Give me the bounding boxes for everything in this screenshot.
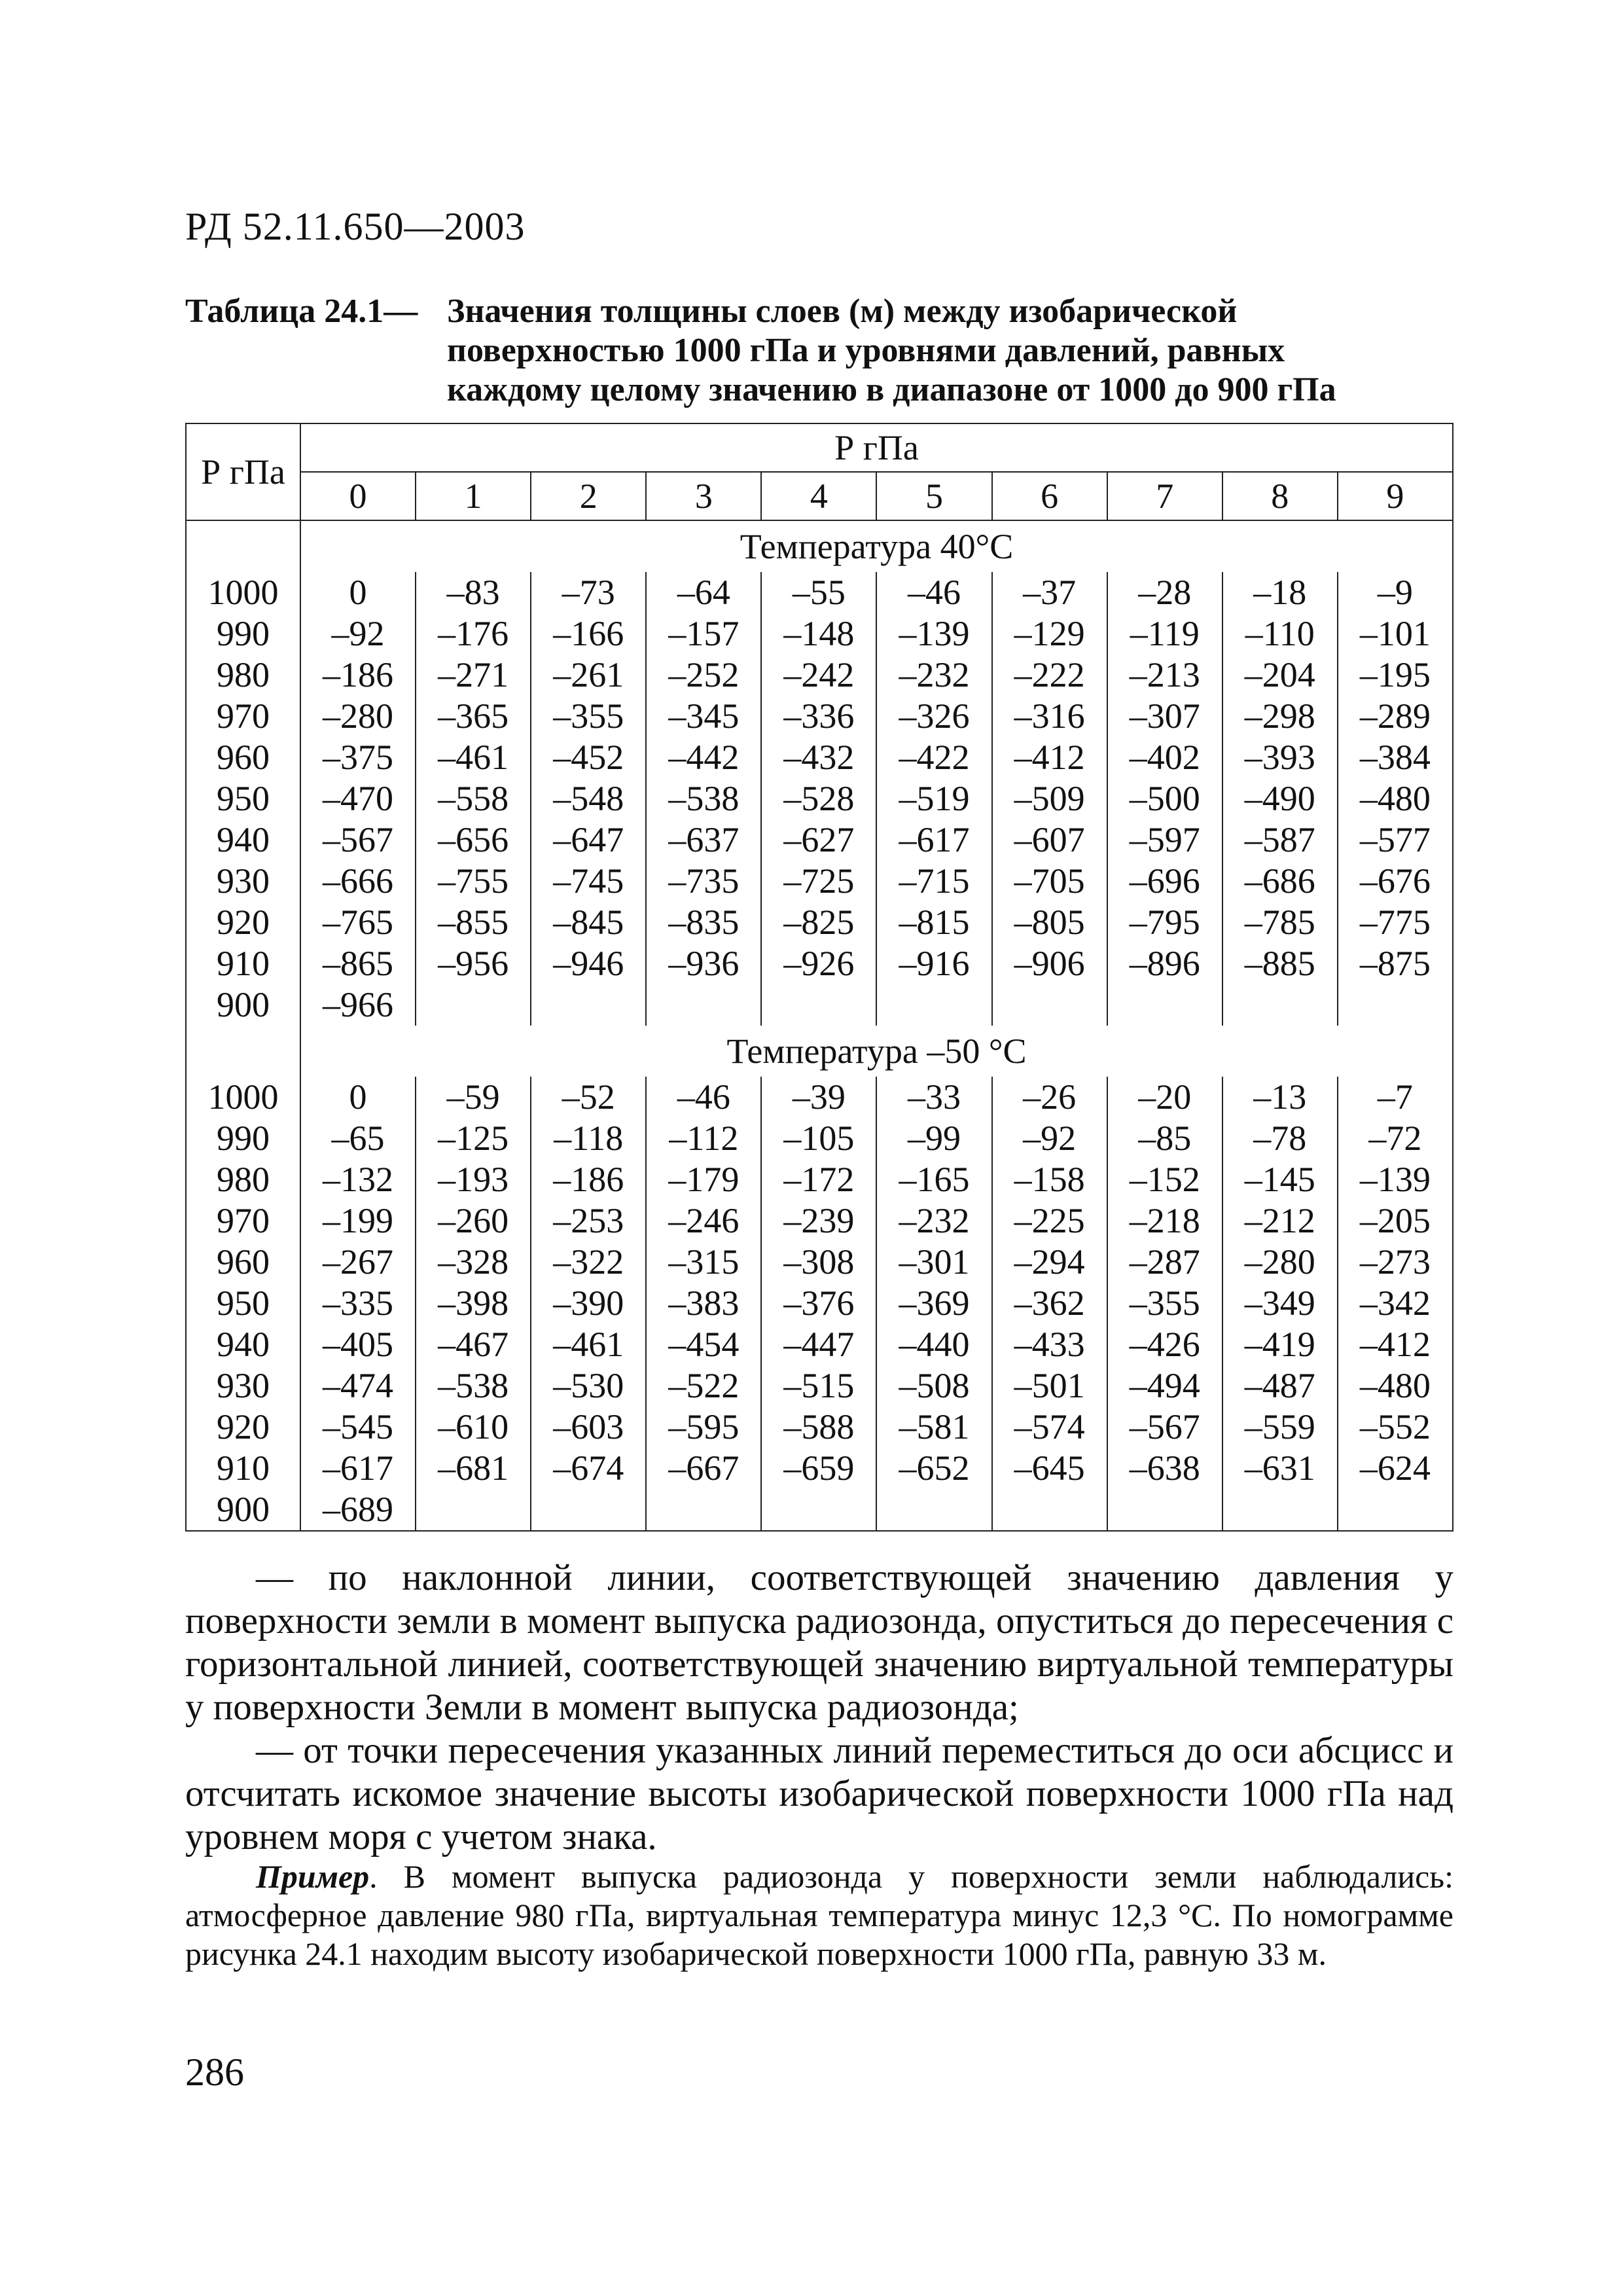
value-cell: –422	[876, 737, 991, 778]
value-cell: –574	[992, 1407, 1107, 1448]
row-header-pressure: Р гПа	[186, 423, 300, 520]
value-cell: –607	[992, 819, 1107, 861]
pressure-cell: 950	[186, 1283, 300, 1324]
value-cell: –676	[1338, 861, 1453, 902]
value-cell: –355	[531, 696, 646, 737]
pressure-cell: 990	[186, 1118, 300, 1159]
value-cell: –315	[646, 1242, 761, 1283]
value-cell: –65	[300, 1118, 416, 1159]
value-cell: –825	[761, 902, 876, 943]
section-header-row	[186, 520, 1453, 572]
value-cell: –232	[876, 655, 991, 696]
value-cell: –595	[646, 1407, 761, 1448]
value-cell: –260	[416, 1200, 531, 1242]
value-cell: –548	[531, 778, 646, 819]
value-cell: –705	[992, 861, 1107, 902]
value-cell: –165	[876, 1159, 991, 1200]
table-row	[186, 696, 1453, 737]
value-cell	[1338, 1489, 1453, 1531]
value-cell: –885	[1222, 943, 1338, 984]
value-cell: –559	[1222, 1407, 1338, 1448]
value-cell: –398	[416, 1283, 531, 1324]
value-cell: –390	[531, 1283, 646, 1324]
value-cell: –433	[992, 1324, 1107, 1365]
value-cell: –500	[1107, 778, 1222, 819]
value-cell: –855	[416, 902, 531, 943]
value-cell: –567	[1107, 1407, 1222, 1448]
value-cell: –393	[1222, 737, 1338, 778]
value-cell: –725	[761, 861, 876, 902]
value-cell: –384	[1338, 737, 1453, 778]
value-cell: –461	[416, 737, 531, 778]
page-number: 286	[185, 2051, 244, 2094]
value-cell: –46	[876, 572, 991, 613]
value-cell: –336	[761, 696, 876, 737]
value-cell: –906	[992, 943, 1107, 984]
value-cell: –419	[1222, 1324, 1338, 1365]
value-cell	[1338, 984, 1453, 1026]
value-cell: 0	[300, 1077, 416, 1118]
value-cell: –487	[1222, 1365, 1338, 1407]
value-cell: –376	[761, 1283, 876, 1324]
table-row	[186, 1365, 1453, 1407]
value-cell: –508	[876, 1365, 991, 1407]
value-cell: –490	[1222, 778, 1338, 819]
pressure-cell: 990	[186, 613, 300, 655]
value-cell: –125	[416, 1118, 531, 1159]
table-row	[186, 1407, 1453, 1448]
column-header: 7	[1107, 472, 1222, 520]
value-cell: –805	[992, 902, 1107, 943]
value-cell: –494	[1107, 1365, 1222, 1407]
table-row	[186, 984, 1453, 1026]
value-cell: –112	[646, 1118, 761, 1159]
column-header-row	[186, 472, 1453, 520]
value-cell	[992, 1489, 1107, 1531]
value-cell: –545	[300, 1407, 416, 1448]
column-header: 5	[876, 472, 991, 520]
pressure-cell: 980	[186, 1159, 300, 1200]
value-cell: –110	[1222, 613, 1338, 655]
value-cell: –261	[531, 655, 646, 696]
value-cell: –405	[300, 1324, 416, 1365]
value-cell: –55	[761, 572, 876, 613]
pressure-cell: 1000	[186, 572, 300, 613]
section-header-row	[186, 1026, 1453, 1077]
column-header: 9	[1338, 472, 1453, 520]
value-cell	[1222, 1489, 1338, 1531]
value-cell: –865	[300, 943, 416, 984]
value-cell: –280	[1222, 1242, 1338, 1283]
table-row	[186, 572, 1453, 613]
value-cell: –795	[1107, 902, 1222, 943]
column-header: 4	[761, 472, 876, 520]
value-cell: –765	[300, 902, 416, 943]
caption-line-3: каждому целому значению в диапазоне от 1000 до 900 гПа	[447, 371, 1336, 408]
value-cell: –375	[300, 737, 416, 778]
value-cell: –617	[300, 1448, 416, 1489]
value-cell	[531, 1489, 646, 1531]
value-cell: –301	[876, 1242, 991, 1283]
value-cell: –815	[876, 902, 991, 943]
value-cell: –298	[1222, 696, 1338, 737]
value-cell: –775	[1338, 902, 1453, 943]
value-cell: –132	[300, 1159, 416, 1200]
value-cell	[416, 1489, 531, 1531]
value-cell: –335	[300, 1283, 416, 1324]
value-cell	[531, 984, 646, 1026]
value-cell: –402	[1107, 737, 1222, 778]
value-cell: –735	[646, 861, 761, 902]
value-cell: –316	[992, 696, 1107, 737]
value-cell: –218	[1107, 1200, 1222, 1242]
value-cell: –26	[992, 1077, 1107, 1118]
value-cell: –52	[531, 1077, 646, 1118]
value-cell: –467	[416, 1324, 531, 1365]
value-cell: –647	[531, 819, 646, 861]
value-cell: –624	[1338, 1448, 1453, 1489]
value-cell: –617	[876, 819, 991, 861]
value-cell: –289	[1338, 696, 1453, 737]
value-cell: –139	[876, 613, 991, 655]
value-cell: –152	[1107, 1159, 1222, 1200]
value-cell: –59	[416, 1077, 531, 1118]
value-cell: –552	[1338, 1407, 1453, 1448]
value-cell: –519	[876, 778, 991, 819]
value-cell: –232	[876, 1200, 991, 1242]
value-cell: –577	[1338, 819, 1453, 861]
value-cell: –558	[416, 778, 531, 819]
pressure-cell: 910	[186, 1448, 300, 1489]
value-cell: –148	[761, 613, 876, 655]
value-cell: –412	[1338, 1324, 1453, 1365]
value-cell: –99	[876, 1118, 991, 1159]
value-cell: –674	[531, 1448, 646, 1489]
column-header: 2	[531, 472, 646, 520]
table-row	[186, 613, 1453, 655]
value-cell: –280	[300, 696, 416, 737]
value-cell: –432	[761, 737, 876, 778]
section-title: Температура 40°С	[300, 520, 1453, 572]
value-cell	[1222, 984, 1338, 1026]
value-cell: –39	[761, 1077, 876, 1118]
table-row	[186, 1159, 1453, 1200]
value-cell: –785	[1222, 902, 1338, 943]
value-cell: –242	[761, 655, 876, 696]
value-cell: –204	[1222, 655, 1338, 696]
value-cell: –326	[876, 696, 991, 737]
value-cell: –588	[761, 1407, 876, 1448]
value-cell: –176	[416, 613, 531, 655]
value-cell: –205	[1338, 1200, 1453, 1242]
value-cell: –166	[531, 613, 646, 655]
value-cell: –474	[300, 1365, 416, 1407]
value-cell	[646, 984, 761, 1026]
value-cell: –581	[876, 1407, 991, 1448]
column-header: 6	[992, 472, 1107, 520]
table-row	[186, 1118, 1453, 1159]
value-cell: –253	[531, 1200, 646, 1242]
value-cell: –13	[1222, 1077, 1338, 1118]
table-row	[186, 861, 1453, 902]
value-cell	[992, 984, 1107, 1026]
value-cell: –461	[531, 1324, 646, 1365]
value-cell: –875	[1338, 943, 1453, 984]
value-cell: –587	[1222, 819, 1338, 861]
value-cell	[1107, 984, 1222, 1026]
value-cell: –369	[876, 1283, 991, 1324]
value-cell: –637	[646, 819, 761, 861]
value-cell: –440	[876, 1324, 991, 1365]
value-cell: –225	[992, 1200, 1107, 1242]
pressure-cell: 910	[186, 943, 300, 984]
value-cell: 0	[300, 572, 416, 613]
value-cell: –452	[531, 737, 646, 778]
table-row	[186, 1242, 1453, 1283]
value-cell: –426	[1107, 1324, 1222, 1365]
value-cell: –522	[646, 1365, 761, 1407]
value-cell: –567	[300, 819, 416, 861]
value-cell: –627	[761, 819, 876, 861]
value-cell: –745	[531, 861, 646, 902]
caption-line-2: поверхностью 1000 гПа и уровнями давлений, равных	[447, 332, 1285, 369]
table-row	[186, 1077, 1453, 1118]
pressure-cell: 920	[186, 902, 300, 943]
pressure-cell: 1000	[186, 1077, 300, 1118]
layer-thickness-table	[185, 423, 1454, 1532]
value-cell: –308	[761, 1242, 876, 1283]
table-row	[186, 819, 1453, 861]
value-cell	[646, 1489, 761, 1531]
value-cell: –383	[646, 1283, 761, 1324]
example-text: . В момент выпуска радиозонда у поверхности земли наблюдались: атмосферное давление 980 гПа, виртуальная температура минус 12,3 °С. По номограмме рисунка 24.1 находим высоту изобарической поверхности 1000 гПа, равную 33 м.	[185, 1858, 1454, 1972]
value-cell: –603	[531, 1407, 646, 1448]
pressure-cell: 900	[186, 1489, 300, 1531]
value-cell: –273	[1338, 1242, 1453, 1283]
value-cell: –18	[1222, 572, 1338, 613]
value-cell: –349	[1222, 1283, 1338, 1324]
value-cell: –966	[300, 984, 416, 1026]
value-cell: –638	[1107, 1448, 1222, 1489]
column-header: 1	[416, 472, 531, 520]
value-cell: –365	[416, 696, 531, 737]
value-cell: –145	[1222, 1159, 1338, 1200]
value-cell: –696	[1107, 861, 1222, 902]
value-cell: –946	[531, 943, 646, 984]
value-cell: –193	[416, 1159, 531, 1200]
value-cell: –83	[416, 572, 531, 613]
value-cell: –631	[1222, 1448, 1338, 1489]
value-cell: –328	[416, 1242, 531, 1283]
value-cell: –355	[1107, 1283, 1222, 1324]
value-cell: –538	[416, 1365, 531, 1407]
pressure-cell: 940	[186, 1324, 300, 1365]
value-cell: –119	[1107, 613, 1222, 655]
value-cell: –199	[300, 1200, 416, 1242]
value-cell: –212	[1222, 1200, 1338, 1242]
value-cell: –447	[761, 1324, 876, 1365]
value-cell: –105	[761, 1118, 876, 1159]
pressure-cell: 960	[186, 1242, 300, 1283]
document-code: РД 52.11.650—2003	[185, 205, 526, 248]
table-row	[186, 943, 1453, 984]
pressure-cell: 980	[186, 655, 300, 696]
value-cell: –118	[531, 1118, 646, 1159]
value-cell: –480	[1338, 1365, 1453, 1407]
pressure-cell: 970	[186, 696, 300, 737]
value-cell	[416, 984, 531, 1026]
pressure-cell: 930	[186, 1365, 300, 1407]
value-cell: –509	[992, 778, 1107, 819]
example-paragraph	[185, 1857, 1454, 1973]
value-cell: –666	[300, 861, 416, 902]
value-cell: –294	[992, 1242, 1107, 1283]
table-row	[186, 1448, 1453, 1489]
table-row	[186, 1283, 1453, 1324]
value-cell: –322	[531, 1242, 646, 1283]
value-cell: –936	[646, 943, 761, 984]
value-cell: –530	[531, 1365, 646, 1407]
value-cell: –28	[1107, 572, 1222, 613]
value-cell: –896	[1107, 943, 1222, 984]
value-cell: –85	[1107, 1118, 1222, 1159]
value-cell: –307	[1107, 696, 1222, 737]
value-cell	[1107, 1489, 1222, 1531]
value-cell: –916	[876, 943, 991, 984]
value-cell: –239	[761, 1200, 876, 1242]
value-cell: –78	[1222, 1118, 1338, 1159]
value-cell: –667	[646, 1448, 761, 1489]
column-header: 8	[1222, 472, 1338, 520]
value-cell: –46	[646, 1077, 761, 1118]
table-caption	[185, 292, 1455, 410]
value-cell: –681	[416, 1448, 531, 1489]
value-cell: –9	[1338, 572, 1453, 613]
value-cell: –92	[992, 1118, 1107, 1159]
value-cell: –252	[646, 655, 761, 696]
pressure-cell: 940	[186, 819, 300, 861]
value-cell: –715	[876, 861, 991, 902]
body-text	[185, 1556, 1454, 1859]
caption-label: Таблица 24.1—	[185, 293, 418, 330]
value-cell: –20	[1107, 1077, 1222, 1118]
table-body	[186, 520, 1453, 1531]
value-cell: –454	[646, 1324, 761, 1365]
value-cell: –129	[992, 613, 1107, 655]
value-cell: –186	[300, 655, 416, 696]
value-cell: –246	[646, 1200, 761, 1242]
section-title: Температура –50 °С	[300, 1026, 1453, 1077]
value-cell: –755	[416, 861, 531, 902]
value-cell: –73	[531, 572, 646, 613]
pressure-cell: 920	[186, 1407, 300, 1448]
value-cell: –186	[531, 1159, 646, 1200]
value-cell	[876, 1489, 991, 1531]
value-cell: –362	[992, 1283, 1107, 1324]
value-cell: –72	[1338, 1118, 1453, 1159]
value-cell: –64	[646, 572, 761, 613]
table-row	[186, 778, 1453, 819]
value-cell: –538	[646, 778, 761, 819]
value-cell: –195	[1338, 655, 1453, 696]
value-cell: –139	[1338, 1159, 1453, 1200]
caption-line-1: Таблица 24.1— Значения толщины слоев (м) между изобарической	[185, 293, 1238, 330]
table-row	[186, 902, 1453, 943]
value-cell: –287	[1107, 1242, 1222, 1283]
value-cell: –92	[300, 613, 416, 655]
pressure-cell: 970	[186, 1200, 300, 1242]
table-row	[186, 1200, 1453, 1242]
value-cell: –501	[992, 1365, 1107, 1407]
pressure-cell: 950	[186, 778, 300, 819]
value-cell: –926	[761, 943, 876, 984]
value-cell: –271	[416, 655, 531, 696]
value-cell: –645	[992, 1448, 1107, 1489]
value-cell: –267	[300, 1242, 416, 1283]
value-cell: –470	[300, 778, 416, 819]
value-cell: –515	[761, 1365, 876, 1407]
table-row	[186, 1489, 1453, 1531]
value-cell: –528	[761, 778, 876, 819]
value-cell: –213	[1107, 655, 1222, 696]
value-cell	[876, 984, 991, 1026]
value-cell: –345	[646, 696, 761, 737]
column-header: 3	[646, 472, 761, 520]
value-cell: –101	[1338, 613, 1453, 655]
column-header: 0	[300, 472, 416, 520]
value-cell: –480	[1338, 778, 1453, 819]
value-cell: –689	[300, 1489, 416, 1531]
example-label: Пример	[256, 1858, 370, 1895]
value-cell: –33	[876, 1077, 991, 1118]
value-cell: –656	[416, 819, 531, 861]
value-cell: –442	[646, 737, 761, 778]
column-group-header-pressure: Р гПа	[300, 423, 1453, 472]
value-cell: –37	[992, 572, 1107, 613]
value-cell: –222	[992, 655, 1107, 696]
table-row	[186, 655, 1453, 696]
value-cell: –7	[1338, 1077, 1453, 1118]
value-cell: –157	[646, 613, 761, 655]
value-cell	[761, 984, 876, 1026]
value-cell: –956	[416, 943, 531, 984]
value-cell	[761, 1489, 876, 1531]
body-paragraph-1: — по наклонной линии, соответствующей значению давления у поверхности земли в момент выпуска радиозонда, опуститься до пересечения с горизонтальной линией, соответствующей значению виртуальной температуры у поверхности Земли в момент выпуска радиозонда;	[185, 1557, 1454, 1728]
value-cell: –845	[531, 902, 646, 943]
section-row-spacer	[186, 520, 300, 572]
table-row	[186, 737, 1453, 778]
value-cell: –652	[876, 1448, 991, 1489]
value-cell: –342	[1338, 1283, 1453, 1324]
section-row-spacer	[186, 1026, 300, 1077]
pressure-cell: 930	[186, 861, 300, 902]
value-cell: –158	[992, 1159, 1107, 1200]
pressure-cell: 900	[186, 984, 300, 1026]
value-cell: –610	[416, 1407, 531, 1448]
value-cell: –179	[646, 1159, 761, 1200]
value-cell: –686	[1222, 861, 1338, 902]
value-cell: –597	[1107, 819, 1222, 861]
value-cell: –412	[992, 737, 1107, 778]
table-row	[186, 1324, 1453, 1365]
value-cell: –659	[761, 1448, 876, 1489]
body-paragraph-2: — от точки пересечения указанных линий переместиться до оси абсцисс и отсчитать искомое значение высоты изобарической поверхности 1000 гПа над уровнем моря с учетом знака.	[185, 1730, 1454, 1857]
value-cell: –835	[646, 902, 761, 943]
pressure-cell: 960	[186, 737, 300, 778]
value-cell: –172	[761, 1159, 876, 1200]
